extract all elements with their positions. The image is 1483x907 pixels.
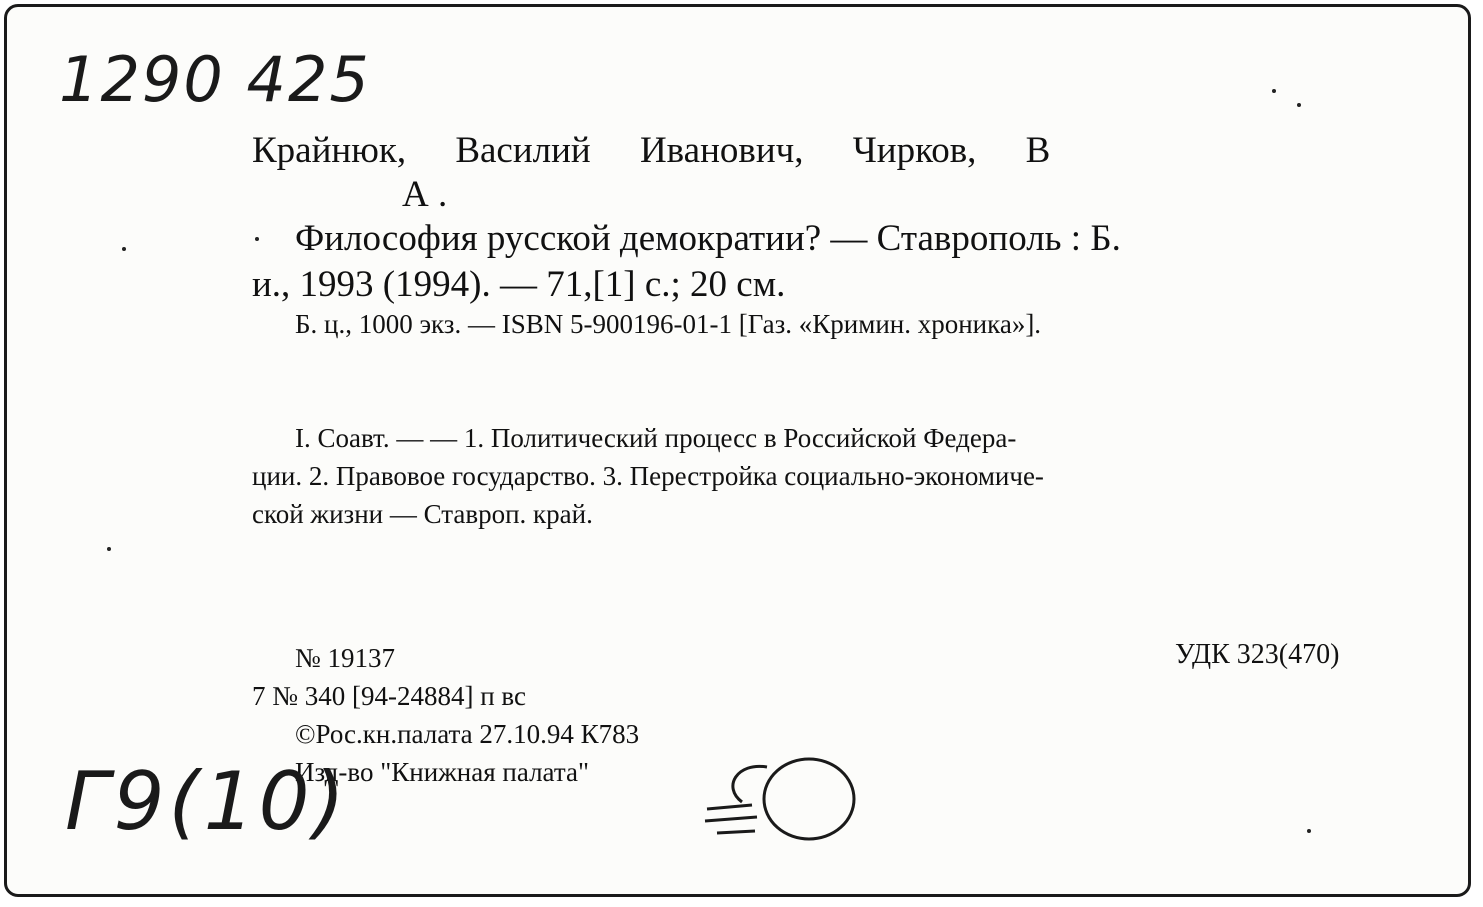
subjects-line-2: ции. 2. Правовое государство. 3. Перестройка социально-экономиче- xyxy=(252,461,1044,491)
speck xyxy=(1272,89,1276,93)
speck xyxy=(107,547,111,551)
shelf-mark: Г9(10) xyxy=(65,755,349,848)
publication-line: Б. ц., 1000 экз. — ISBN 5-900196-01-1 [Газ. «Кримин. хроника»]. xyxy=(295,309,1042,339)
record-line-2: 7 № 340 [94-24884] п вс xyxy=(252,681,527,711)
publisher-line: Изд-во "Книжная палата" xyxy=(295,757,589,787)
author-line-cont: А . xyxy=(402,174,448,215)
catalog-card xyxy=(4,4,1471,897)
udk-code: УДК 323(470) xyxy=(1175,639,1340,670)
handwritten-scribble-icon xyxy=(697,747,867,847)
inventory-number: 1290 425 xyxy=(59,43,371,116)
speck xyxy=(1297,103,1301,107)
subjects-line-3: ской жизни — Ставроп. край. xyxy=(252,499,593,529)
copyright-line: ©Рос.кн.палата 27.10.94 К783 xyxy=(295,719,640,749)
subjects-line-1: I. Соавт. — — 1. Политический процесс в Российской Федера- xyxy=(295,423,1017,453)
title-line: Философия русской демократии? — Ставрополь : Б. xyxy=(295,218,1121,259)
author-line: Крайнюк, Василий Иванович, Чирков, В xyxy=(252,130,1051,171)
speck xyxy=(1307,829,1311,833)
record-number: № 19137 xyxy=(295,643,396,673)
speck xyxy=(122,247,126,251)
title-line-cont: и., 1993 (1994). — 71,[1] с.; 20 см. xyxy=(252,264,786,305)
speck xyxy=(255,237,259,241)
